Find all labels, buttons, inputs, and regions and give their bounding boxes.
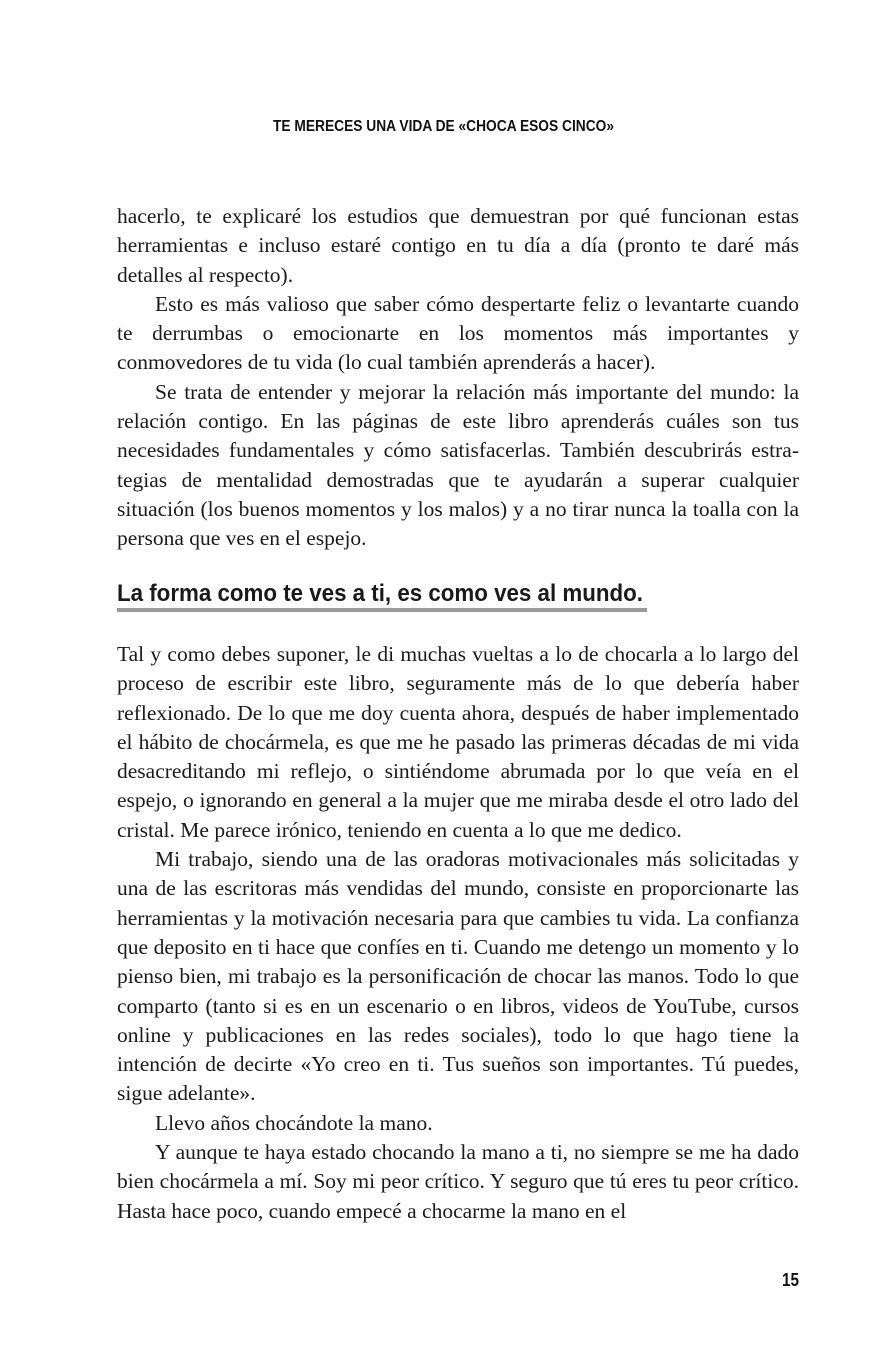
paragraph: Tal y como debes suponer, le di muchas vueltas a lo de chocarla a lo largo del proceso de escribir este libro, seguramente más de lo que debería haber reflexionado. De lo que me doy cuenta ahora, después de haber implementado el hábito de chocármela, es que me he pasado las primeras décadas de mi vida desacreditando mi reflejo, o sintiéndome abrumada por lo que veía en el espejo, o ignorando en general a la mujer que me miraba desde el otro lado del cristal. Me parece irónico, teniendo en cuenta a lo que me dedico. — [117, 642, 799, 842]
paragraph: hacerlo, te explicaré los estudios que demuestran por qué funcionan estas herramientas e incluso estaré contigo en tu día a día (pronto te daré más detalles al respecto). — [117, 204, 799, 287]
paragraph: Esto es más valioso que saber cómo despertarte feliz o levantarte cuando te derrumbas o emocionarte en los momentos más importantes y conmovedores de tu vida (lo cual también aprenderás a hacer). — [117, 291, 799, 375]
paragraph: Se trata de entender y mejorar la relación más importante del mundo: la relación contigo. En las páginas de este libro aprenderás cuáles son tus necesidades fundamentales y cómo satisfacerlas. También descubrirás estrategias de mentalidad demostradas que te ayudarán a superar cualquier situación (los buenos momentos y los malos) y a no tirar nunca la toalla con la persona que ves en el espejo. — [117, 379, 799, 551]
body-text-section-2 — [117, 640, 799, 1226]
heading-underline — [117, 608, 647, 612]
section-heading: La forma como te ves a ti, es como ves al mundo. — [117, 580, 643, 607]
page-number: 15 — [781, 1270, 799, 1290]
paragraph: Mi trabajo, siendo una de las oradoras motivacionales más solicitadas y una de las escritoras más vendidas del mundo, consiste en proporcionarte las herramientas y la motivación necesaria para que cambies tu vida. La confianza que deposito en ti hace que confíes en ti. Cuando me detengo un momento y lo pienso bien, mi trabajo es la personificación de chocar las manos. Todo lo que comparto (tanto si es en un escenario o en libros, videos de YouTube, cursos online y publicaciones en las redes sociales), todo lo que hago tiene la intención de decirte «Yo creo en ti. Tus sueños son importantes. Tú puedes, sigue adelante». — [117, 847, 799, 1106]
paragraph: Y aunque te haya estado chocando la mano a ti, no siempre se me ha dado bien chocármela a mí. Soy mi peor crítico. Y seguro que tú eres tu peor crítico. Hasta hace poco, cuando empecé a chocarme la mano en el — [117, 1140, 799, 1223]
running-head: TE MERECES UNA VIDA DE «CHOCA ESOS CINCO» — [273, 118, 614, 135]
paragraph: Llevo años chocándote la mano. — [155, 1110, 433, 1135]
body-text-section-1 — [117, 202, 799, 554]
